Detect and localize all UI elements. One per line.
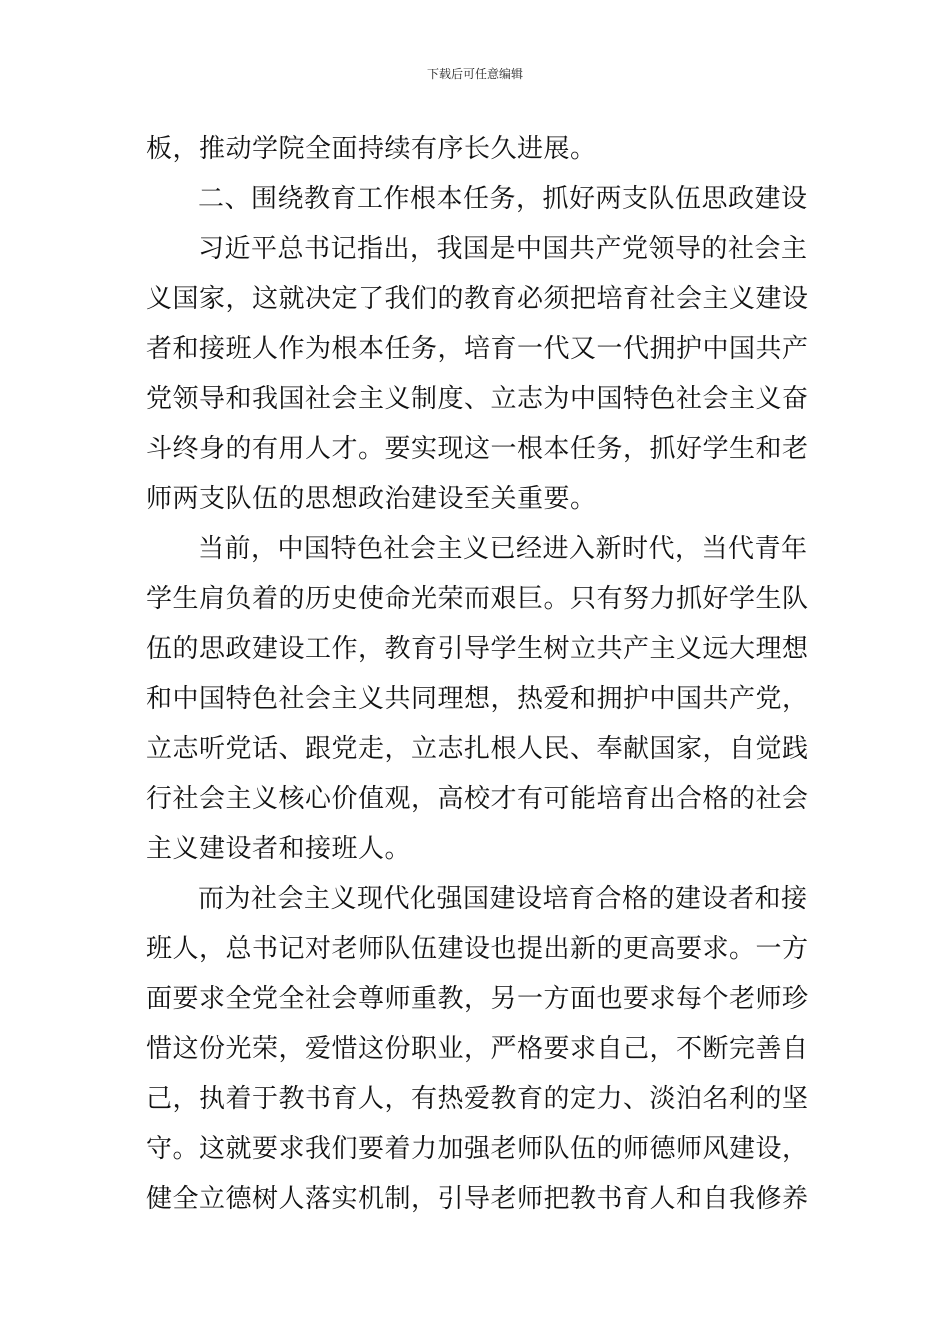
paragraph-line: 惜这份光荣，爱惜这份职业，严格要求自己，不断完善自	[146, 1034, 809, 1064]
paragraph-line: 党领导和我国社会主义制度、立志为中国特色社会主义奋	[146, 384, 809, 414]
paragraph-line: 当前，中国特色社会主义已经进入新时代，当代青年	[198, 534, 808, 564]
paragraph-line: 者和接班人作为根本任务，培育一代又一代拥护中国共产	[146, 334, 809, 364]
paragraph-line: 斗终身的有用人才。要实现这一根本任务，抓好学生和老	[146, 434, 809, 464]
paragraph-line: 健全立德树人落实机制，引导老师把教书育人和自我修养	[146, 1184, 809, 1214]
paragraph-line: 己，执着于教书育人，有热爱教育的定力、淡泊名利的坚	[146, 1084, 809, 1114]
paragraph-line: 学生肩负着的历史使命光荣而艰巨。只有努力抓好学生队	[146, 584, 809, 614]
paragraph-line: 立志听党话、跟党走，立志扎根人民、奉献国家，自觉践	[146, 734, 809, 764]
paragraph-line: 板，推动学院全面持续有序长久进展。	[146, 134, 597, 164]
paragraph-line: 伍的思政建设工作，教育引导学生树立共产主义远大理想	[146, 634, 809, 664]
section-heading: 二、围绕教育工作根本任务，抓好两支队伍思政建设	[198, 184, 808, 214]
paragraph-line: 师两支队伍的思想政治建设至关重要。	[146, 484, 597, 514]
paragraph-line: 面要求全党全社会尊师重教，另一方面也要求每个老师珍	[146, 984, 809, 1014]
paragraph-line: 义国家，这就决定了我们的教育必须把培育社会主义建设	[146, 284, 809, 314]
page-header-note: 下载后可任意编辑	[426, 67, 523, 81]
paragraph-line: 习近平总书记指出，我国是中国共产党领导的社会主	[198, 234, 808, 264]
paragraph-line: 班人，总书记对老师队伍建设也提出新的更高要求。一方	[146, 934, 809, 964]
paragraph-line: 主义建设者和接班人。	[146, 834, 412, 864]
paragraph-line: 和中国特色社会主义共同理想，热爱和拥护中国共产党，	[146, 684, 809, 714]
paragraph-line: 而为社会主义现代化强国建设培育合格的建设者和接	[198, 884, 808, 914]
paragraph-line: 守。这就要求我们要着力加强老师队伍的师德师风建设，	[146, 1134, 809, 1164]
paragraph-line: 行社会主义核心价值观，高校才有可能培育出合格的社会	[146, 784, 809, 814]
